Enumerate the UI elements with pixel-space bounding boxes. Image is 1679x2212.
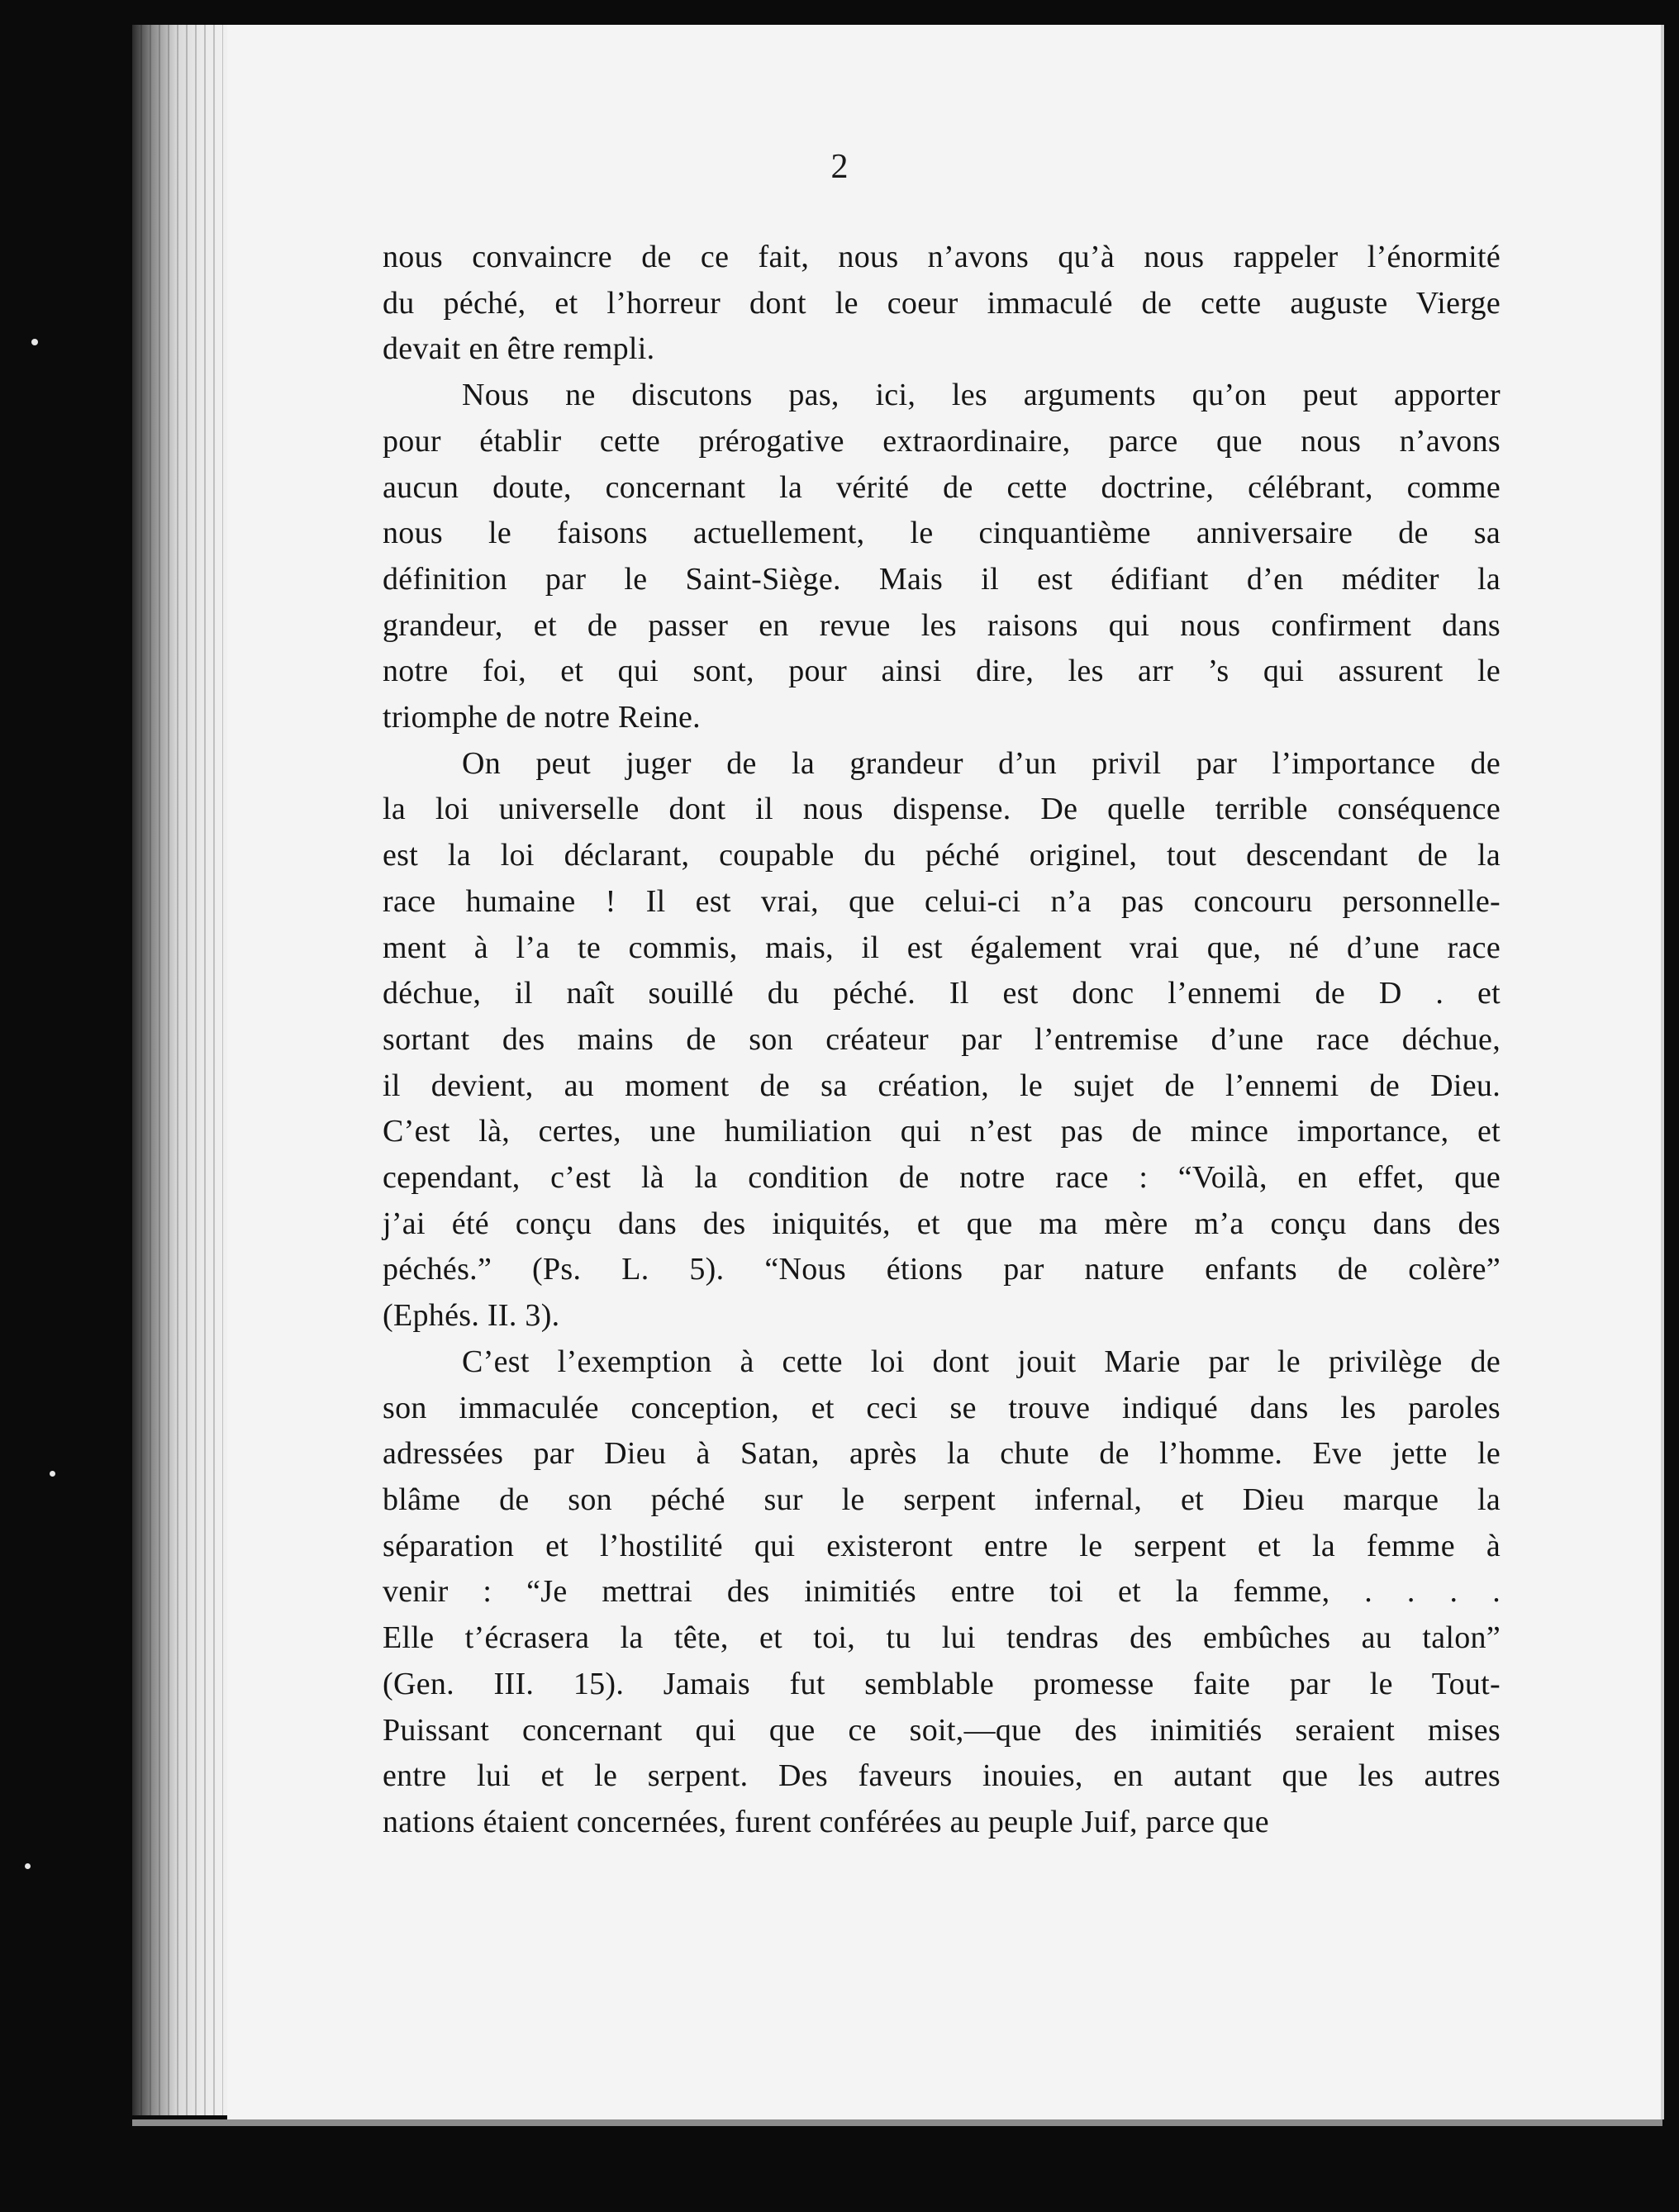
text-line: péchés.” (Ps. L. 5). “Nous étions par nature enfants de colère” — [383, 1252, 1501, 1287]
page-number: 2 — [830, 148, 849, 186]
text-line: son immaculée conception, et ceci se trouve indiqué dans les paroles — [383, 1390, 1501, 1425]
margin-speck — [31, 339, 38, 345]
text-line: venir : “Je mettrai des inimitiés entre toi et la femme, . . . . — [383, 1574, 1501, 1610]
text-line: la loi universelle dont il nous dispense. De quelle terrible conséquence — [383, 792, 1501, 827]
paragraph — [383, 1339, 1501, 1846]
page-bottom-edge — [132, 2119, 1662, 2126]
text-line: Puissant concernant qui que ce soit,—que des inimitiés seraient mises — [383, 1712, 1501, 1748]
text-line: déchue, il naît souillé du péché. Il est donc l’ennemi de D . et — [383, 976, 1501, 1011]
binding-edge-texture — [140, 25, 223, 2115]
text-line: (Gen. III. 15). Jamais fut semblable promesse faite par le Tout- — [383, 1666, 1501, 1701]
margin-speck — [25, 1863, 31, 1869]
text-line: triomphe de notre Reine. — [383, 700, 701, 735]
text-line: grandeur, et de passer en revue les raisons qui nous confirment dans — [383, 607, 1501, 643]
text-line: nations étaient concernées, furent conférées au peuple Juif, parce que — [383, 1804, 1269, 1839]
text-line: C’est là, certes, une humiliation qui n’est pas de mince importance, et — [383, 1114, 1501, 1149]
text-line: du péché, et l’horreur dont le coeur immaculé de cette auguste Vierge — [383, 285, 1501, 321]
text-line: cependant, c’est là la condition de notre race : “Voilà, en effet, que — [383, 1160, 1501, 1196]
text-line: race humaine ! Il est vrai, que celui-ci n’a pas concouru personnelle- — [383, 883, 1501, 919]
text-line: sortant des mains de son créateur par l’entremise d’une race déchue, — [383, 1021, 1501, 1057]
text-line: Nous ne discutons pas, ici, les arguments qu’on peut apporter — [462, 378, 1501, 413]
text-line: blâme de son péché sur le serpent infernal, et Dieu marque la — [383, 1482, 1501, 1517]
text-line: C’est l’exemption à cette loi dont jouit Marie par le privilège de — [462, 1344, 1501, 1379]
text-line: il devient, au moment de sa création, le sujet de l’ennemi de Dieu. — [383, 1068, 1501, 1103]
text-line: (Ephés. II. 3). — [383, 1298, 560, 1334]
margin-speck — [50, 1471, 55, 1477]
text-line: pour établir cette prérogative extraordinaire, parce que nous n’avons — [383, 423, 1501, 459]
text-line: entre lui et le serpent. Des faveurs inouies, en autant que les autres — [383, 1758, 1501, 1794]
text-line: j’ai été conçu dans des iniquités, et que ma mère m’a conçu dans des — [383, 1206, 1501, 1241]
paragraph — [383, 235, 1501, 373]
body-text — [383, 235, 1501, 1846]
paragraph — [383, 373, 1501, 741]
text-line: nous convaincre de ce fait, nous n’avons qu’à nous rappeler l’énormité — [383, 240, 1501, 274]
text-line: Elle t’écrasera la tête, et toi, tu lui tendras des embûches au talon” — [383, 1620, 1501, 1656]
text-line: nous le faisons actuellement, le cinquantième anniversaire de sa — [383, 516, 1501, 551]
text-line: On peut juger de la grandeur d’un privil par l’importance de — [462, 745, 1501, 781]
text-line: séparation et l’hostilité qui existeront entre le serpent et la femme à — [383, 1528, 1501, 1563]
text-line: aucun doute, concernant la vérité de cette doctrine, célébrant, comme — [383, 469, 1501, 505]
text-line: ment à l’a te commis, mais, il est également vrai que, né d’une race — [383, 930, 1501, 965]
text-line: est la loi déclarant, coupable du péché originel, tout descendant de la — [383, 838, 1501, 873]
text-line: adressées par Dieu à Satan, après la chute de l’homme. Eve jette le — [383, 1436, 1501, 1472]
text-line: définition par le Saint-Siège. Mais il est édifiant d’en méditer la — [383, 561, 1501, 597]
text-line: devait en être rempli. — [383, 331, 655, 367]
paragraph — [383, 741, 1501, 1339]
text-line: notre foi, et qui sont, pour ainsi dire, les arr ’s qui assurent le — [383, 654, 1501, 689]
